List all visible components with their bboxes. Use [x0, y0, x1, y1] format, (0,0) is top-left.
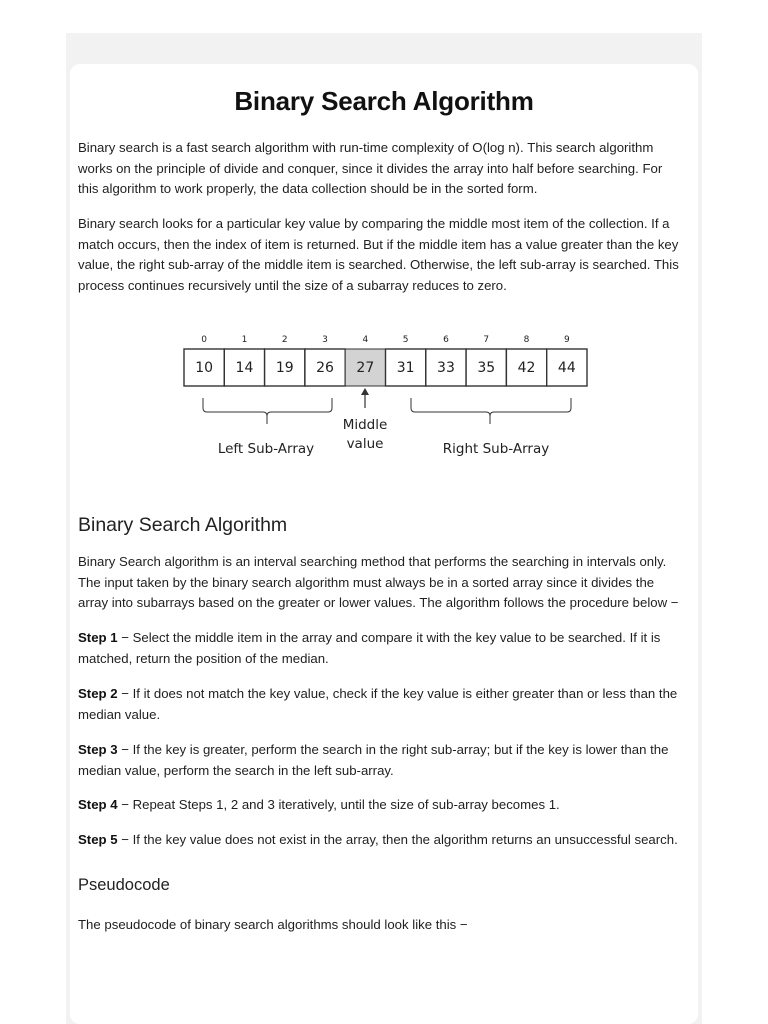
array-index: 6 [443, 335, 449, 345]
binary-search-diagram [170, 328, 600, 468]
step-1 [78, 628, 684, 669]
step-4 [78, 795, 684, 816]
step-label: Step 5 [78, 832, 118, 847]
step-3 [78, 740, 684, 781]
array-value: 26 [316, 360, 334, 376]
array-value: 35 [477, 360, 496, 376]
step-5 [78, 830, 684, 851]
array-index: 9 [563, 335, 570, 345]
step-text: − Repeat Steps 1, 2 and 3 iteratively, until the size of sub-array becomes 1. [117, 797, 560, 812]
step-text: − If the key value does not exist in the array, then the algorithm returns an unsuccessful search. [117, 832, 678, 847]
step-text: − If the key is greater, perform the search in the right sub-array; but if the key is lower than the median value, perform the search in the left sub-array. [78, 742, 669, 778]
array-index: 1 [241, 335, 248, 345]
array-index: 3 [322, 335, 328, 345]
middle-label-line1: Middle [342, 417, 388, 433]
array-value: 44 [557, 360, 576, 376]
section-description: Binary Search algorithm is an interval searching method that performs the searching in intervals only. The input taken by the binary search algorithm must always be in a sorted array since it divides the array into subarrays based on the greater or lower values. The algorithm follows the procedure below − [78, 554, 679, 610]
array-index: 8 [523, 335, 530, 345]
array-index: 7 [483, 335, 490, 345]
array-index: 2 [281, 335, 288, 345]
array-value: 31 [396, 360, 415, 376]
array-value: 10 [195, 360, 214, 376]
array-value: 27 [356, 360, 375, 376]
left-subarray-brace [203, 398, 332, 424]
step-label: Step 2 [78, 686, 118, 701]
left-subarray-label: Left Sub-Array [217, 441, 315, 457]
step-text: − If it does not match the key value, check if the key value is either greater than or less than the median value. [78, 686, 678, 722]
right-subarray-label: Right Sub-Array [442, 441, 550, 457]
middle-arrowhead-icon [361, 388, 369, 395]
section-heading: Binary Search Algorithm [78, 514, 288, 536]
array-value: 33 [437, 360, 455, 376]
intro-paragraph-1: Binary search is a fast search algorithm with run-time complexity of Ο(log n). This search algorithm works on the principle of divide and conquer, since it divides the array into half before searching. For this algorithm to work properly, the data collection should be in the sorted form. [78, 140, 663, 196]
step-label: Step 1 [78, 630, 118, 645]
array-value: 19 [275, 360, 294, 376]
step-label: Step 4 [78, 797, 118, 812]
step-2 [78, 684, 684, 725]
pseudocode-heading: Pseudocode [78, 876, 170, 894]
array-index: 4 [362, 335, 369, 345]
middle-label-line2: value [346, 436, 384, 452]
array-cells [184, 335, 587, 386]
page-title: Binary Search Algorithm [234, 86, 534, 116]
intro-paragraph-2: Binary search looks for a particular key value by comparing the middle most item of the collection. If a match occurs, then the index of item is returned. But if the middle item has a value greater than the key value, the right sub-array of the middle item is searched. Otherwise, the left sub-array is searched. This process continues recursively until the size of a subarray reduces to zero. [78, 216, 679, 293]
right-subarray-brace [411, 398, 571, 424]
array-index: 5 [402, 335, 409, 345]
step-text: − Select the middle item in the array and compare it with the key value to be searched. If it is matched, return the position of the median. [78, 630, 661, 666]
step-label: Step 3 [78, 742, 118, 757]
array-value: 14 [235, 360, 254, 376]
pseudocode-description: The pseudocode of binary search algorithms should look like this − [78, 917, 468, 932]
array-index: 0 [201, 335, 208, 345]
array-value: 42 [517, 360, 536, 376]
